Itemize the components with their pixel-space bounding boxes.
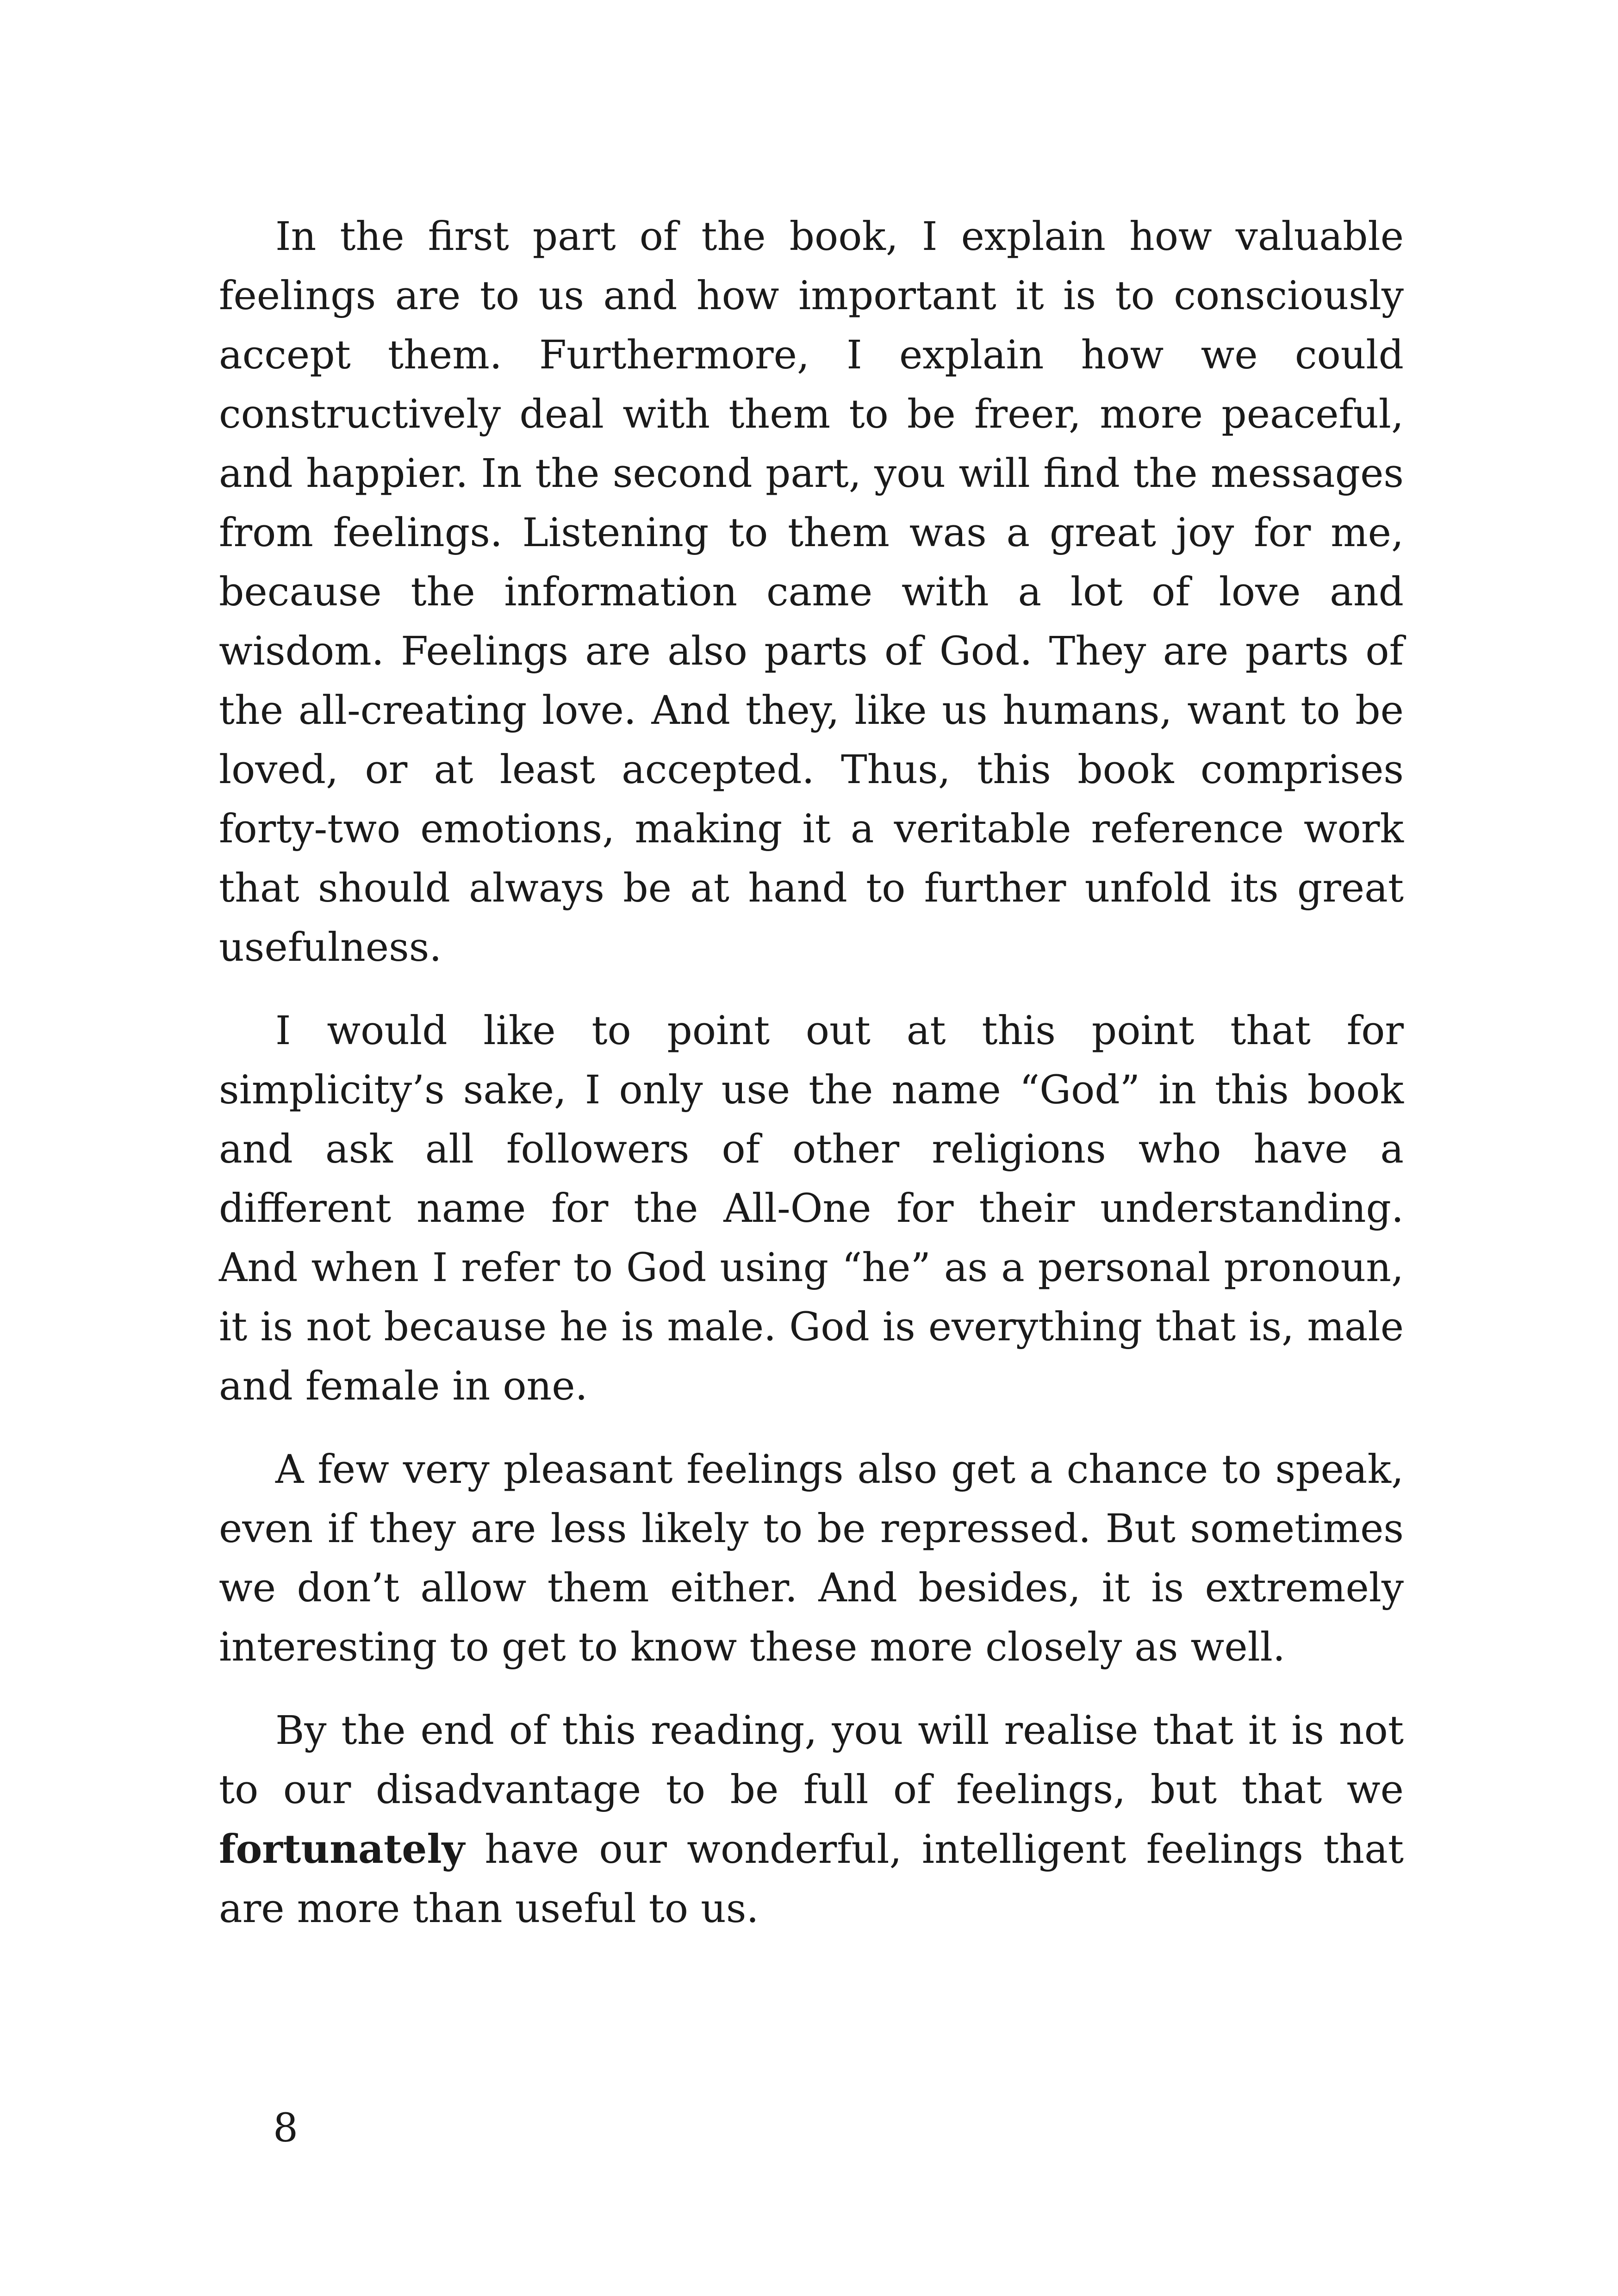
paragraph-intro: In the first part of the book, I explain how valuable feelings are to us and how important it is to consciously accept them. Furthermore, I explain how we could constructively deal with them to be freer, more peaceful, and happier. In the second part, you will find the messages from feelings. Listening to them was a great joy for me, because the information came with a lot of love and wisdom. Feelings are also parts of God. They are parts of the all-creating love. And they, like us humans, want to be loved, or at least accepted. Thus, this book comprises forty-two emotions, making it a veritable reference work that should always be at hand to further unfold its great usefulness. [219, 214, 1404, 971]
conclusion-text-end: have our wonderful, intelligent feelings that are more than useful to us. [219, 1827, 1404, 1932]
paragraph-conclusion [219, 1701, 1404, 1939]
body-text [219, 207, 1404, 1963]
paragraph-pleasant-feelings: A few very pleasant feelings also get a chance to speak, even if they are less likely to be repressed. But sometimes we don’t allow them either. And besides, it is extremely interesting to get to know these more closely as well. [219, 1447, 1404, 1670]
conclusion-text-start: By the end of this reading, you will realise that it is not to our disadvantage to be full of feelings, but that we [219, 1708, 1404, 1813]
page-number: 8 [273, 2105, 299, 2151]
paragraph-god-name: I would like to point out at this point that for simplicity’s sake, I only use the name “God” in this book and ask all followers of other religions who have a different name for the All-One for their understanding. And when I refer to God using “he” as a personal pronoun, it is not because he is male. God is everything that is, male and female in one. [219, 1008, 1404, 1409]
emphasis-fortunately: fortunately [219, 1826, 465, 1873]
